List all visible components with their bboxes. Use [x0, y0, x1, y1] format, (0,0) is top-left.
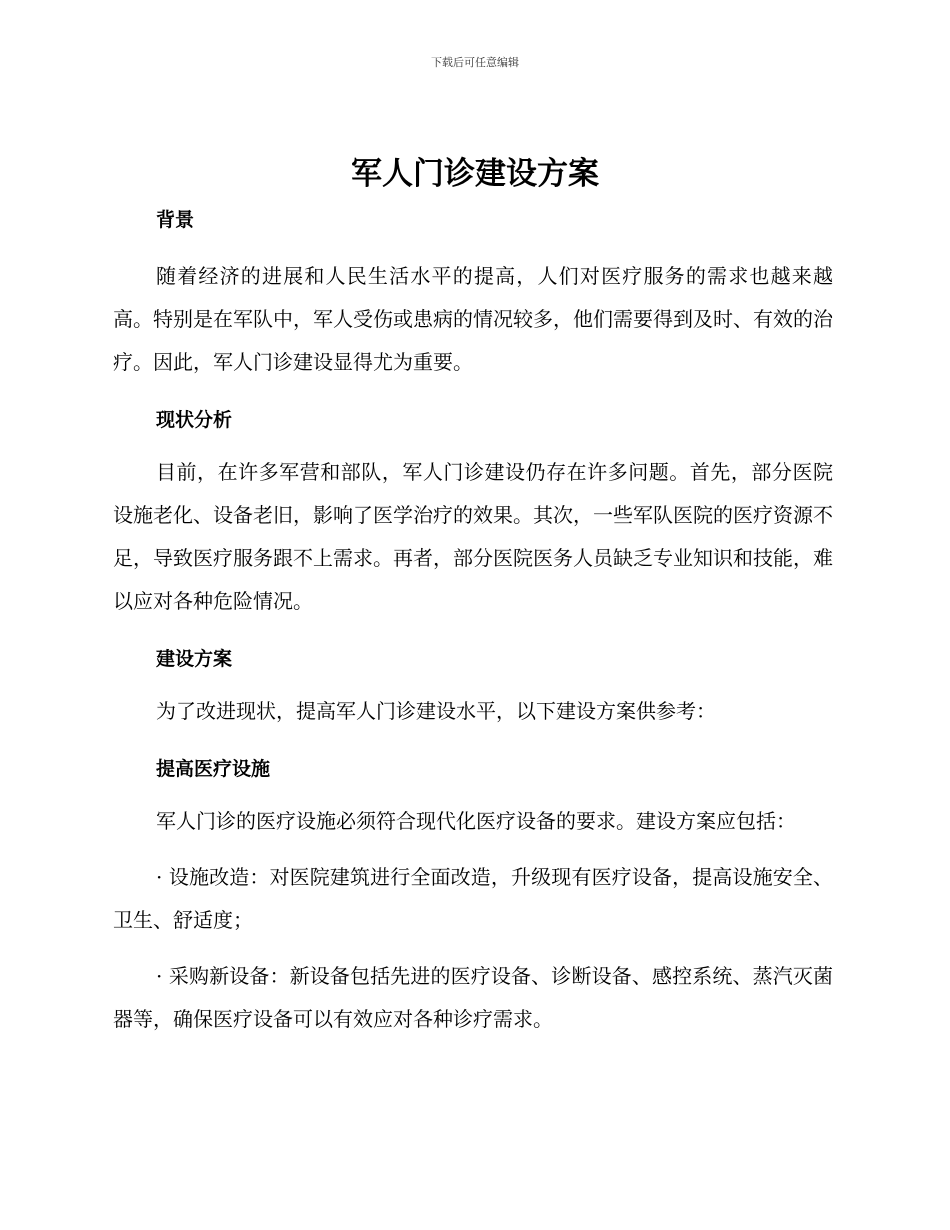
section-heading-facilities: 提高医疗设施 [156, 758, 271, 780]
document-title: 军人门诊建设方案 [351, 156, 599, 192]
paragraph-background: 随着经济的进展和人民生活水平的提高，人们对医疗服务的需求也越来越高。特别是在军队中，军人受伤或患病的情况较多，他们需要得到及时、有效的治疗。因此，军人门诊建设显得尤为重要。 [113, 264, 833, 374]
paragraph-plan: 为了改进现状，提高军人门诊建设水平，以下建设方案供参考： [156, 699, 716, 723]
document-body [113, 203, 833, 1041]
section-heading-plan: 建设方案 [156, 648, 233, 670]
section-heading-status: 现状分析 [156, 409, 233, 431]
paragraph-status: 目前，在许多军营和部队，军人门诊建设仍存在许多问题。首先，部分医院设施老化、设备老旧，影响了医学治疗的效果。其次，一些军队医院的医疗资源不足，导致医疗服务跟不上需求。再者，部分医院医务人员缺乏专业知识和技能，难以应对各种危险情况。 [113, 460, 833, 613]
section-heading-background: 背景 [156, 209, 195, 231]
bullet-item-new-equipment: · 采购新设备：新设备包括先进的医疗设备、诊断设备、感控系统、蒸汽灭菌器等，确保医疗设备可以有效应对各种诊疗需求。 [113, 964, 833, 1031]
paragraph-facilities: 军人门诊的医疗设施必须符合现代化医疗设备的要求。建设方案应包括： [156, 809, 796, 833]
page-header-note: 下载后可任意编辑 [431, 56, 519, 69]
bullet-item-renovation: · 设施改造：对医院建筑进行全面改造，升级现有医疗设备，提高设施安全、卫生、舒适度； [113, 865, 833, 932]
